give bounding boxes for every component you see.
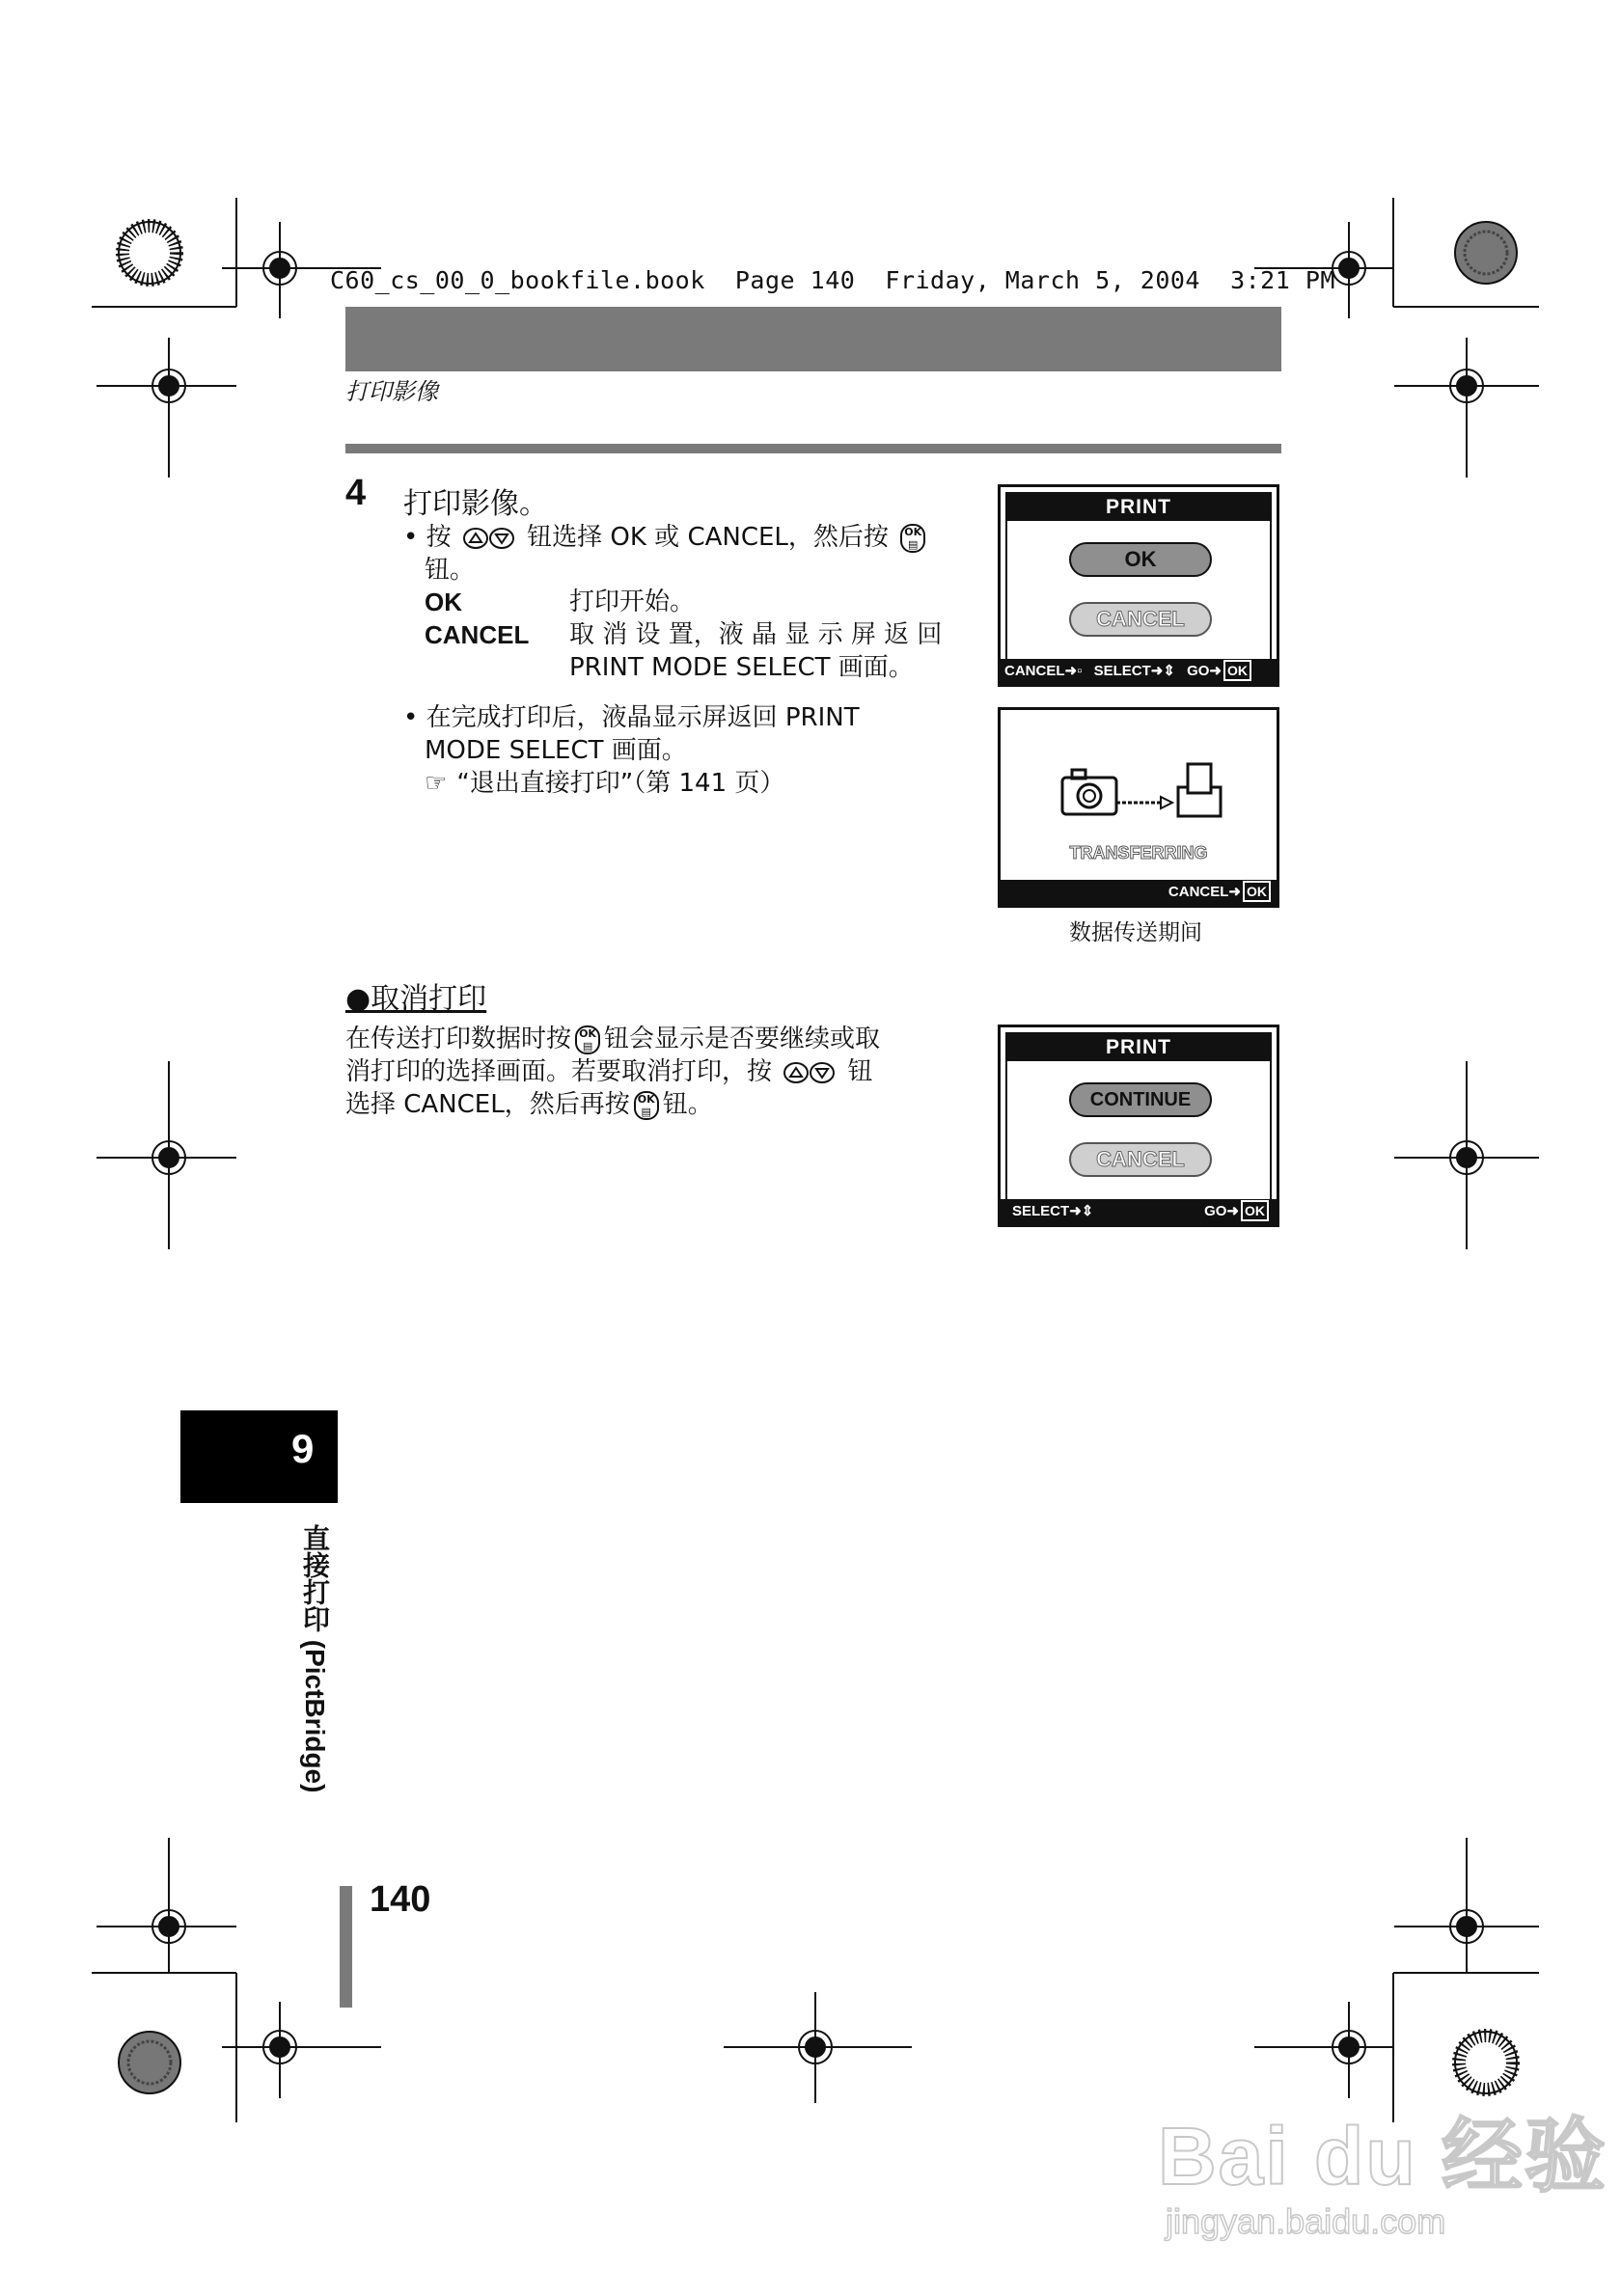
chapter-tab <box>180 1410 338 1503</box>
lcd-title-3: PRINT <box>1007 1034 1270 1061</box>
cancel-line2-b: 钮 <box>847 1057 873 1086</box>
arrow-go-icon-3: ➜ <box>1226 1203 1239 1219</box>
lcd-title: PRINT <box>1007 494 1270 521</box>
pointing-hand-icon: ☞ <box>425 769 448 798</box>
section-rule <box>345 444 1281 453</box>
step-number: 4 <box>345 473 367 513</box>
ok-term: OK <box>425 588 462 616</box>
cancel-option: CANCEL <box>1069 602 1212 637</box>
section-label: 打印影像 <box>345 378 438 405</box>
continue-option: CONTINUE <box>1069 1082 1212 1117</box>
baidu-watermark-url: jingyan.baidu.com <box>1166 2201 1446 2241</box>
reference-text: “退出直接打印”（第 141 页） <box>456 769 785 798</box>
ok-button-icon: OK ▤ <box>900 524 925 553</box>
arrow-updown-icon-3: ➜⇕ <box>1069 1203 1094 1219</box>
bottom-go-group <box>1204 1199 1269 1224</box>
step-title: 打印影像。 <box>403 487 548 521</box>
arrow-right-icon: ➜▫ <box>1064 663 1083 679</box>
bottom-go-label: GO <box>1187 663 1210 679</box>
ok-option: OK <box>1069 542 1212 577</box>
header-bar <box>345 307 1281 371</box>
lcd-bottom-bar-3 <box>1001 1199 1277 1224</box>
transferring-status: TRANSFERRING <box>1069 843 1208 862</box>
bullet1-prefix: • 按 <box>403 523 452 552</box>
lcd-frame-3 <box>1005 1032 1272 1219</box>
cancel-term: CANCEL <box>425 620 530 649</box>
bottom-cancel-label-2: CANCEL <box>1168 884 1229 900</box>
up-down-arrows-icon-2 <box>783 1061 836 1084</box>
bottom-ok-box-3: OK <box>1241 1200 1269 1221</box>
bottom-go-label-3: GO <box>1204 1203 1227 1219</box>
lcd-bottom-bar-2 <box>1001 880 1277 905</box>
cancel-line2-a: 消打印的选择画面。若要取消打印，按 <box>345 1057 773 1086</box>
bottom-select-label: SELECT <box>1093 663 1151 679</box>
lcd-bottom-bar <box>1001 659 1277 684</box>
cancel-para-line-1 <box>345 1023 963 1055</box>
bullet1-suffix: 钮。 <box>425 556 476 585</box>
camera-to-printer-icon <box>1058 760 1223 828</box>
arrow-go-icon: ➜ <box>1209 663 1222 679</box>
page-number-bar <box>340 1886 352 2008</box>
cancel-print-heading: ●取消打印 <box>345 982 487 1016</box>
arrow-right-icon-2: ➜ <box>1228 884 1241 900</box>
cancel-line1-b: 钮会显示是否要继续或取 <box>604 1025 881 1053</box>
bottom-cancel-label: CANCEL <box>1004 663 1065 679</box>
baidu-watermark-logo: Bai du 经验 <box>1158 2111 1608 2201</box>
transferring-caption: 数据传送期间 <box>1069 920 1202 945</box>
lcd-transferring-screen <box>998 707 1279 908</box>
bottom-ok-box: OK <box>1223 660 1251 681</box>
bottom-select-label-3: SELECT <box>1012 1203 1070 1219</box>
bullet-select <box>403 521 944 587</box>
cancel-para-line-3 <box>345 1088 963 1121</box>
arrow-updown-icon: ➜⇕ <box>1150 663 1175 679</box>
bullet-return-1: • 在完成打印后，液晶显示屏返回 PRINT <box>403 703 860 732</box>
cancel-description-2: PRINT MODE SELECT 画面。 <box>569 653 914 682</box>
cancel-line3-a: 选择 CANCEL，然后再按 <box>345 1090 630 1119</box>
lcd-frame <box>1005 492 1272 679</box>
bullet1-middle: 钮选择 OK 或 CANCEL，然后按 <box>527 523 889 552</box>
file-header-line: C60_cs_00_0_bookfile.book Page 140 Friday, March 5, 2004 3:21 PM <box>330 266 1335 294</box>
ok-description: 打印开始。 <box>569 588 696 616</box>
up-down-arrows-icon <box>463 527 515 550</box>
cross-reference <box>425 767 784 800</box>
bullet-return-2: MODE SELECT 画面。 <box>425 736 687 765</box>
page-number: 140 <box>370 1879 431 1920</box>
bottom-ok-box-2: OK <box>1243 881 1271 902</box>
lcd-continue-screen <box>998 1025 1279 1227</box>
cancel-para-line-2 <box>345 1055 963 1088</box>
cancel-description-1: 取 消 设 置，液 晶 显 示 屏 返 回 <box>569 620 943 649</box>
chapter-title: 直接打印 (PictBridge) <box>300 1524 330 1793</box>
cancel-line1-a: 在传送打印数据时按 <box>345 1025 572 1053</box>
chapter-number: 9 <box>291 1426 315 1471</box>
cancel-line3-b: 钮。 <box>662 1090 713 1119</box>
lcd-print-screen <box>998 484 1279 687</box>
ok-button-icon-3: OK ▤ <box>634 1091 659 1120</box>
cancel-option-3: CANCEL <box>1069 1142 1212 1177</box>
ok-button-icon-2: OK ▤ <box>575 1025 600 1054</box>
